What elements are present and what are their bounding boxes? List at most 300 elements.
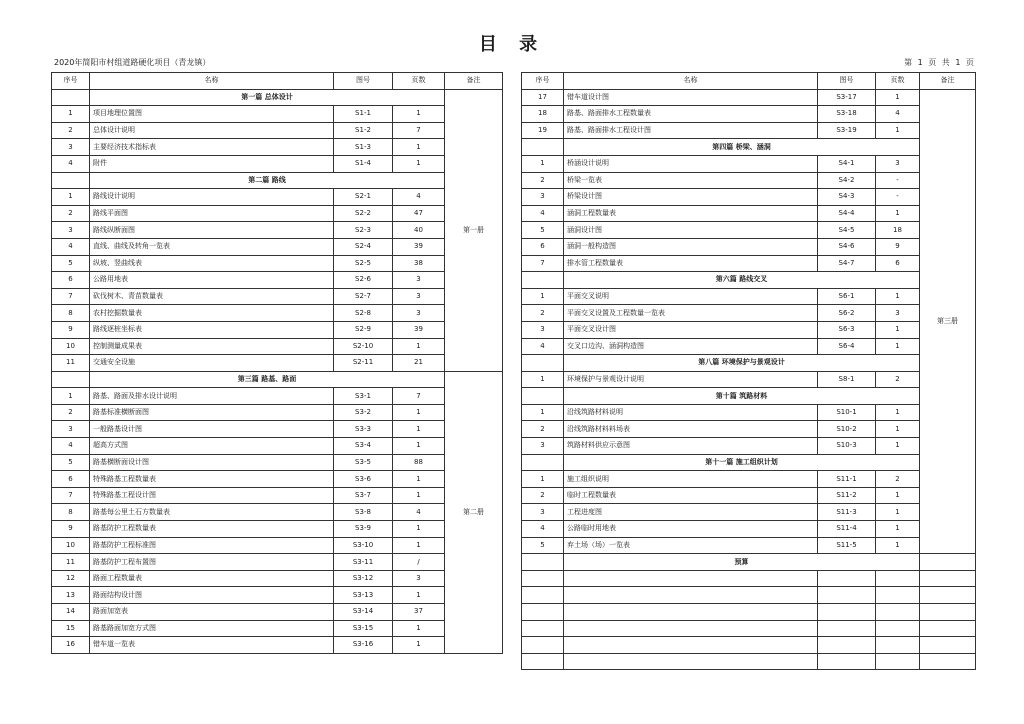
cell-code: S2-11 [334,355,393,372]
cell-name: 直线、曲线及转角一览表 [90,238,334,255]
cell-code: S3-19 [818,122,876,139]
cell-no: 1 [522,371,564,388]
cell-name: 涵洞一般构造图 [564,238,818,255]
cell-code: S6-2 [818,305,876,322]
table-row [522,587,976,604]
cell-pages [876,587,920,604]
cell-note [920,604,976,621]
cell-name: 路基、路面及排水设计说明 [90,388,334,405]
cell-pages: 1 [876,288,920,305]
cell-code: S11-4 [818,521,876,538]
cell-pages: 1 [876,487,920,504]
cell-code: S2-7 [334,288,393,305]
cell-name: 路基、路面排水工程设计图 [564,122,818,139]
cell-name: 路线纵断面图 [90,222,334,239]
table-header-row [52,73,503,90]
cell-code: S2-8 [334,305,393,322]
cell-pages [876,637,920,654]
cell-no: 1 [52,106,90,123]
cell-pages: 1 [876,421,920,438]
cell-code [818,653,876,670]
table-row [522,288,976,305]
cell-no: 11 [52,554,90,571]
volume-note: 第二册 [445,371,503,653]
section-title: 第三篇 路基、路面 [90,371,445,388]
cell-code: S4-7 [818,255,876,272]
cell-pages [876,653,920,670]
cell-name: 路基每公里土石方数量表 [90,504,334,521]
cell-no: 3 [522,504,564,521]
table-row [522,139,976,156]
cell-pages: 4 [393,504,445,521]
table-row [522,305,976,322]
cell-no: 3 [52,139,90,156]
cell-pages: 1 [393,637,445,654]
cell-note [920,570,976,587]
cell-code: S6-1 [818,288,876,305]
cell-no: 10 [52,537,90,554]
header-no: 序号 [522,73,564,90]
cell-code: S8-1 [818,371,876,388]
table-row [522,504,976,521]
cell-pages: / [393,554,445,571]
cell-no: 7 [52,288,90,305]
table-row [52,189,503,206]
cell-code: S2-5 [334,255,393,272]
cell-pages: 1 [876,122,920,139]
table-row [522,122,976,139]
section-title: 第十一篇 施工组织计划 [564,454,920,471]
cell-no [522,587,564,604]
cell-code: S2-1 [334,189,393,206]
table-row [522,205,976,222]
cell-pages: 1 [876,89,920,106]
cell-code: S4-3 [818,189,876,206]
cell-name: 控制测量成果表 [90,338,334,355]
cell-no: 4 [52,155,90,172]
cell-name: 路基防护工程布置图 [90,554,334,571]
table-row [52,355,503,372]
cell-name: 临时工程数量表 [564,487,818,504]
cell-no: 7 [52,487,90,504]
cell-code: S4-4 [818,205,876,222]
cell-name: 路线逐桩坐标表 [90,321,334,338]
cell-no: 11 [52,355,90,372]
cell-pages: 3 [393,570,445,587]
table-row [522,421,976,438]
cell-no: 14 [52,604,90,621]
table-row [52,106,503,123]
cell-no [52,371,90,388]
toc-table-left [51,72,503,654]
cell-pages: 1 [393,438,445,455]
cell-code: S3-12 [334,570,393,587]
cell-name: 超高方式图 [90,438,334,455]
cell-no: 3 [522,321,564,338]
cell-no: 2 [522,421,564,438]
table-row [52,222,503,239]
table-row [522,338,976,355]
section-title: 第十篇 筑路材料 [564,388,920,405]
cell-no [522,570,564,587]
cell-pages: 3 [393,305,445,322]
cell-name: 砍伐树木、青苗数量表 [90,288,334,305]
volume-note: 第一册 [445,89,503,371]
cell-no [522,653,564,670]
page-info: 第 1 页 共 1 页 [904,58,974,67]
cell-pages: 7 [393,388,445,405]
cell-no: 1 [522,155,564,172]
header-note: 备注 [920,73,976,90]
table-row [52,388,503,405]
volume-note: 第三册 [920,89,976,554]
table-header-row [522,73,976,90]
cell-pages: 1 [393,155,445,172]
table-row [522,570,976,587]
table-row [52,238,503,255]
table-row [522,272,976,289]
cell-name: 总体设计说明 [90,122,334,139]
cell-pages: 1 [876,321,920,338]
cell-code [818,620,876,637]
cell-name: 桥梁一览表 [564,172,818,189]
cell-name: 路基标准横断面图 [90,404,334,421]
table-row [522,604,976,621]
table-row [52,637,503,654]
cell-code: S4-5 [818,222,876,239]
header-name: 名称 [90,73,334,90]
cell-no: 1 [522,471,564,488]
table-row [522,454,976,471]
cell-pages: 1 [876,205,920,222]
section-title: 第八篇 环境保护与景观设计 [564,355,920,372]
table-row [52,155,503,172]
cell-name [564,570,818,587]
cell-code: S11-3 [818,504,876,521]
cell-pages: 1 [393,106,445,123]
table-row [522,537,976,554]
cell-no: 6 [52,272,90,289]
cell-pages: 39 [393,321,445,338]
cell-pages: 1 [393,487,445,504]
cell-code: S11-2 [818,487,876,504]
cell-no: 2 [522,172,564,189]
cell-no: 8 [52,504,90,521]
cell-pages: 1 [393,471,445,488]
table-row [522,106,976,123]
cell-note [920,587,976,604]
cell-name: 纵坡、竖曲线表 [90,255,334,272]
cell-pages: 1 [393,404,445,421]
cell-name [564,587,818,604]
cell-name: 路基路面加宽方式图 [90,620,334,637]
cell-no: 1 [52,388,90,405]
cell-no: 4 [522,338,564,355]
cell-code: S4-6 [818,238,876,255]
cell-code: S3-3 [334,421,393,438]
cell-code: S2-10 [334,338,393,355]
cell-no: 3 [52,222,90,239]
cell-name: 错车道设计图 [564,89,818,106]
cell-code: S3-11 [334,554,393,571]
table-row [52,205,503,222]
cell-pages: 3 [876,155,920,172]
cell-name [564,637,818,654]
cell-name: 环境保护与景观设计说明 [564,371,818,388]
cell-no: 2 [52,404,90,421]
cell-pages: 1 [876,521,920,538]
cell-no: 10 [52,338,90,355]
cell-no: 2 [522,305,564,322]
cell-no: 3 [522,189,564,206]
cell-no: 1 [522,404,564,421]
cell-pages: 38 [393,255,445,272]
cell-code: S3-13 [334,587,393,604]
toc-table-right [521,72,976,670]
table-row [522,238,976,255]
table-row [522,255,976,272]
cell-pages: 1 [393,521,445,538]
cell-pages: 39 [393,238,445,255]
cell-note [920,653,976,670]
cell-code: S4-2 [818,172,876,189]
cell-code: S3-5 [334,454,393,471]
cell-pages: 1 [393,620,445,637]
cell-name: 平面交叉设置及工程数量一览表 [564,305,818,322]
table-row [522,321,976,338]
cell-no: 7 [522,255,564,272]
table-row [522,653,976,670]
table-row [52,172,503,189]
cell-code [818,587,876,604]
cell-name: 一般路基设计图 [90,421,334,438]
cell-name: 交通安全设施 [90,355,334,372]
table-row [52,570,503,587]
page-title: 目 录 [478,34,546,55]
cell-no: 3 [52,421,90,438]
cell-pages: 1 [876,438,920,455]
cell-no: 5 [52,454,90,471]
cell-name: 涵洞工程数量表 [564,205,818,222]
section-title: 第一篇 总体设计 [90,89,445,106]
cell-no [52,172,90,189]
table-row [52,587,503,604]
cell-code: S3-8 [334,504,393,521]
table-row [52,438,503,455]
section-title: 第六篇 路线交叉 [564,272,920,289]
cell-code: S10-3 [818,438,876,455]
table-row [52,89,503,106]
cell-code: S2-4 [334,238,393,255]
table-row [522,89,976,106]
cell-code: S1-2 [334,122,393,139]
table-row [522,172,976,189]
header-note: 备注 [445,73,503,90]
table-row [52,454,503,471]
cell-code: S2-6 [334,272,393,289]
cell-pages: 1 [393,421,445,438]
cell-pages: 88 [393,454,445,471]
cell-code: S3-16 [334,637,393,654]
cell-pages: 3 [393,272,445,289]
cell-no: 18 [522,106,564,123]
cell-name: 路基横断面设计图 [90,454,334,471]
table-row [52,321,503,338]
table-row [52,255,503,272]
cell-code: S10-1 [818,404,876,421]
cell-name: 路线平面图 [90,205,334,222]
cell-pages: 7 [393,122,445,139]
cell-code: S6-3 [818,321,876,338]
table-row [52,620,503,637]
table-row [52,139,503,156]
cell-pages: 1 [876,404,920,421]
cell-no: 12 [52,570,90,587]
cell-pages: 1 [876,537,920,554]
table-row [522,404,976,421]
header-pages: 页数 [393,73,445,90]
cell-code: S10-2 [818,421,876,438]
cell-pages: 1 [393,338,445,355]
cell-pages: 6 [876,255,920,272]
cell-name: 公路临时用地表 [564,521,818,538]
table-row [52,521,503,538]
cell-pages: 9 [876,238,920,255]
cell-pages: 3 [876,305,920,322]
header-name: 名称 [564,73,818,90]
project-name: 2020年简阳市村组道路硬化项目（青龙镇） [54,58,211,67]
cell-pages: 1 [876,338,920,355]
cell-note [920,554,976,571]
cell-no: 2 [52,205,90,222]
cell-code: S3-4 [334,438,393,455]
cell-no: 17 [522,89,564,106]
cell-no: 5 [522,222,564,239]
cell-name: 附件 [90,155,334,172]
cell-code: S3-18 [818,106,876,123]
cell-pages: 40 [393,222,445,239]
cell-no [52,89,90,106]
cell-no: 5 [52,255,90,272]
cell-name: 施工组织说明 [564,471,818,488]
cell-name: 路面工程数量表 [90,570,334,587]
table-row [522,189,976,206]
cell-code: S11-1 [818,471,876,488]
cell-code: S11-5 [818,537,876,554]
table-row [52,122,503,139]
table-row [52,421,503,438]
cell-code: S3-15 [334,620,393,637]
cell-no: 15 [52,620,90,637]
cell-no: 3 [522,438,564,455]
cell-note [920,620,976,637]
header-pages: 页数 [876,73,920,90]
cell-pages: 4 [393,189,445,206]
header-no: 序号 [52,73,90,90]
cell-code: S6-4 [818,338,876,355]
cell-no [522,620,564,637]
cell-code [818,604,876,621]
cell-pages: 1 [393,587,445,604]
cell-code: S3-7 [334,487,393,504]
cell-note [920,637,976,654]
table-row [52,288,503,305]
table-row [522,521,976,538]
cell-code: S1-1 [334,106,393,123]
table-row [522,554,976,571]
cell-no: 4 [522,521,564,538]
cell-name: 特殊路基工程设计图 [90,487,334,504]
cell-name [564,604,818,621]
cell-name [564,653,818,670]
table-row [522,637,976,654]
cell-no: 19 [522,122,564,139]
cell-code: S2-9 [334,321,393,338]
cell-name: 路基、路面排水工程数量表 [564,106,818,123]
cell-no [522,388,564,405]
table-row [52,404,503,421]
cell-pages [876,620,920,637]
cell-pages [876,570,920,587]
cell-pages: 1 [393,139,445,156]
table-row [522,487,976,504]
cell-code: S1-3 [334,139,393,156]
cell-pages: - [876,189,920,206]
cell-no: 9 [52,321,90,338]
cell-no: 8 [52,305,90,322]
cell-code: S3-6 [334,471,393,488]
cell-no: 9 [52,521,90,538]
cell-pages: 47 [393,205,445,222]
cell-name: 路面结构设计图 [90,587,334,604]
section-title: 第二篇 路线 [90,172,445,189]
table-row [52,537,503,554]
cell-pages: 2 [876,371,920,388]
table-row [522,355,976,372]
cell-no: 1 [522,288,564,305]
cell-code: S2-2 [334,205,393,222]
cell-pages: 1 [393,537,445,554]
table-row [52,487,503,504]
cell-name: 桥涵设计说明 [564,155,818,172]
cell-no [522,554,564,571]
cell-name: 沿线筑路材料说明 [564,404,818,421]
cell-name: 错车道一览表 [90,637,334,654]
header-code: 图号 [334,73,393,90]
cell-pages: 1 [876,504,920,521]
cell-code: S4-1 [818,155,876,172]
cell-code: S2-3 [334,222,393,239]
table-row [522,388,976,405]
section-title: 预算 [564,554,920,571]
cell-no: 4 [52,438,90,455]
cell-no [522,355,564,372]
cell-name: 特殊路基工程数量表 [90,471,334,488]
cell-name: 交叉口边沟、涵洞构造图 [564,338,818,355]
cell-pages: - [876,172,920,189]
cell-no: 4 [522,205,564,222]
cell-code: S3-2 [334,404,393,421]
table-row [522,222,976,239]
cell-name: 农村挖掘数量表 [90,305,334,322]
cell-code: S3-1 [334,388,393,405]
cell-name: 桥梁设计图 [564,189,818,206]
table-row [52,471,503,488]
cell-pages: 21 [393,355,445,372]
cell-name [564,620,818,637]
cell-name: 路基防护工程标准图 [90,537,334,554]
cell-pages: 4 [876,106,920,123]
